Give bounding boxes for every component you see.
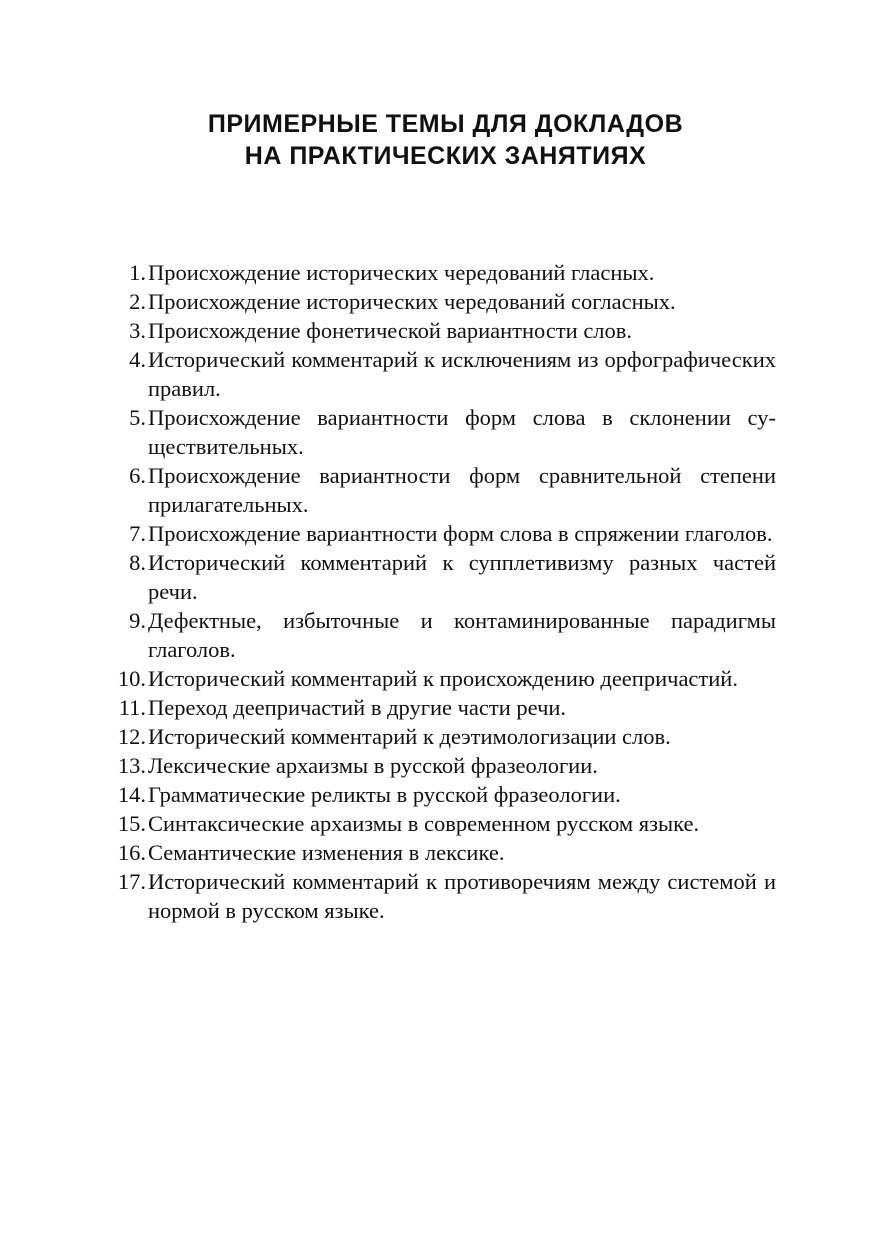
topic-item — [100, 519, 776, 548]
topic-text: Исторический комментарий к супплетивизму разных частей речи. — [148, 550, 776, 604]
topic-number: 14. — [117, 782, 146, 807]
topic-text: Происхождение исторических чередований гласных. — [148, 260, 655, 285]
page-title — [0, 108, 875, 172]
topic-item — [100, 606, 776, 664]
topic-item — [100, 316, 776, 345]
topic-item — [100, 461, 776, 519]
topic-number: 6. — [129, 463, 146, 488]
topic-text: Лексические архаизмы в русской фразеологии. — [148, 753, 598, 778]
topic-number: 10. — [117, 666, 146, 691]
topic-number: 3. — [129, 318, 146, 343]
topic-item — [100, 751, 776, 780]
topic-text: Дефектные, избыточные и контаминированные парадигмы глаголов. — [148, 608, 776, 662]
topic-number: 7. — [129, 521, 146, 546]
topic-item — [100, 693, 776, 722]
topic-item — [100, 287, 776, 316]
page-title-line-1: ПРИМЕРНЫЕ ТЕМЫ ДЛЯ ДОКЛАДОВ — [207, 110, 684, 138]
topic-number: 13. — [117, 753, 146, 778]
topic-number: 9. — [129, 608, 146, 633]
topic-number: 12. — [117, 724, 146, 749]
topic-text: Переход деепричастий в другие части речи. — [148, 695, 567, 720]
topic-item — [100, 838, 776, 867]
topic-item — [100, 548, 776, 606]
topic-text: Исторический комментарий к происхождению деепричастий. — [148, 666, 738, 691]
topic-text: Исторический комментарий к исключениям из орфографических правил. — [148, 347, 776, 401]
topic-text: Происхождение вариантности форм сравнительной степени прилагательных. — [148, 463, 776, 517]
topic-text: Грамматические реликты в русской фразеологии. — [148, 782, 621, 807]
topic-text: Происхождение вариантности форм слова в спряжении глаголов. — [148, 521, 773, 546]
topic-item — [100, 867, 776, 925]
topic-text: Исторический комментарий к противоречиям между системой и нормой в русском языке. — [148, 869, 776, 923]
topic-text: Происхождение исторических чередований согласных. — [148, 289, 676, 314]
topic-text: Синтаксические архаизмы в современном русском языке. — [148, 811, 700, 836]
topic-number: 8. — [129, 550, 146, 575]
topic-item — [100, 780, 776, 809]
topic-number: 4. — [129, 347, 146, 372]
page-title-line-2: НА ПРАКТИЧЕСКИХ ЗАНЯТИЯХ — [244, 142, 647, 170]
topic-number: 1. — [129, 260, 146, 285]
topic-text: Исторический комментарий к деэтимологизации слов. — [148, 724, 671, 749]
topic-item — [100, 258, 776, 287]
topic-item — [100, 809, 776, 838]
topic-number: 5. — [129, 405, 146, 430]
topic-item — [100, 722, 776, 751]
topic-number: 15. — [117, 811, 146, 836]
topic-number: 16. — [117, 840, 146, 865]
topic-number: 11. — [118, 695, 146, 720]
topic-item — [100, 345, 776, 403]
topic-number: 17. — [117, 869, 146, 894]
topic-item — [100, 403, 776, 461]
topic-text: Происхождение фонетической вариантности слов. — [148, 318, 633, 343]
topic-number: 2. — [129, 289, 146, 314]
topics-list — [100, 258, 776, 925]
topic-text: Семантические изменения в лексике. — [148, 840, 505, 865]
topic-item — [100, 664, 776, 693]
topic-text: Происхождение вариантности форм слова в склонении существительных. — [148, 405, 776, 459]
